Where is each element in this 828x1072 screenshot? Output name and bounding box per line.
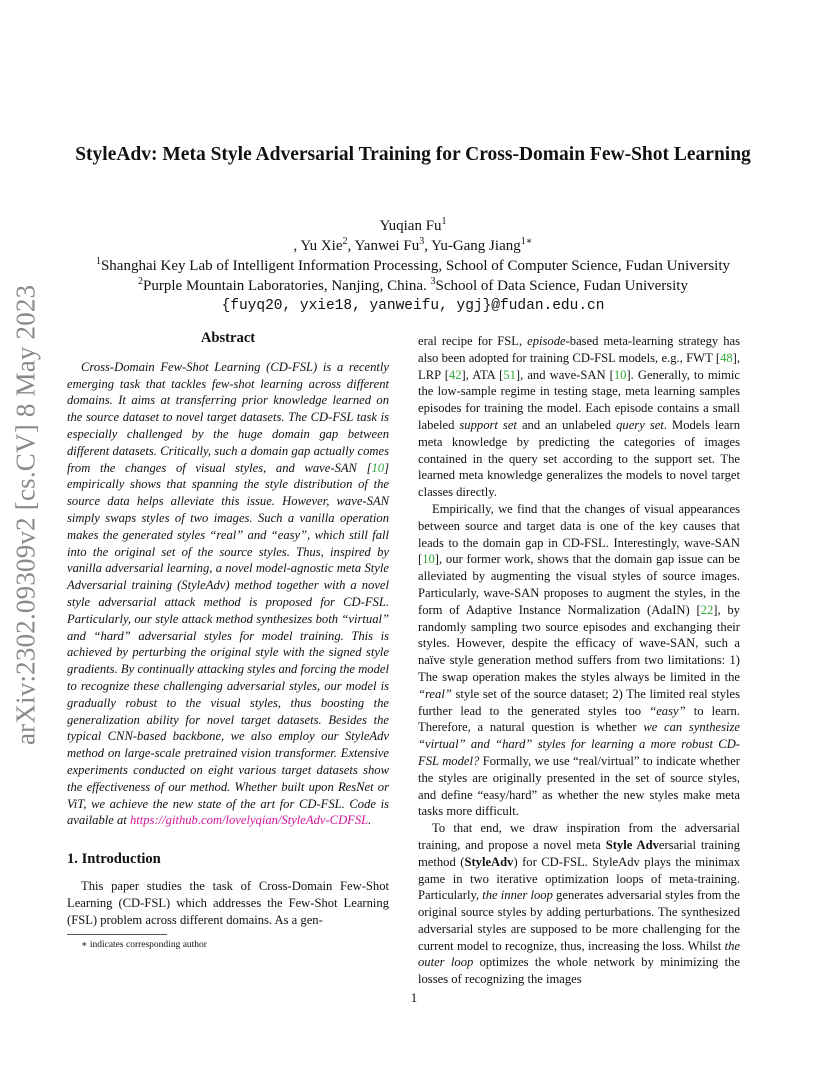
author-block: Yuqian Fu$^1$ , Yu Xie$^2$, Yanwei Fu$^3$, Yu-Gang Jiang$^{1∗}$ $^1$Shanghai Key Lab of Intelligent Information Processing, School of Computer Science, Fudan University $^2$Purple Mountain Laboratories, Nanjing, China. $^3$School of Data Science, Fudan University {fuyq20, yxie18, yanweifu, ygj}@fudan.edu.cn	[40, 216, 786, 316]
intro-paragraph: Empirically, we find that the changes of visual appearances between source and target data is one of the key causes that leads to the domain gap in CD-FSL. Interestingly, wave-SAN [10], our former work, shows that the domain gap issue can be alleviated by augmenting the visual styles of source images. Particularly, wave-SAN proposes to augment the styles, in the form of Adaptive Instance Normalization (AdaIN) [22], by randomly sampling two source episodes and exchanging their styles. However, despite the efficacy of wave-SAN, such a naïve style generation method suffers from two limitations: 1) The swap operation makes the styles always be limited in the “real” style set of the source dataset; 2) The limited real styles further lead to the generated styles too “easy” to learn. Therefore, a natural question is whether we can synthesize “virtual” and “hard” styles for learning a more robust CD-FSL model? Formally, we use “real/virtual” to indicate whether the styles are originally presented in the set of source styles, and define “easy/hard” as whether the new styles make meta tasks more difficult.	[418, 501, 740, 819]
affiliation-text: Purple Mountain Laboratories, Nanjing, China.	[143, 278, 427, 294]
affiliation-2-3	[40, 276, 786, 296]
author-emails: {fuyq20, yxie18, yanweifu, ygj}@fudan.edu.cn	[221, 298, 605, 314]
affiliation-mark: 3	[419, 236, 425, 247]
footnote-rule	[67, 934, 167, 935]
citation-link[interactable]: 10	[422, 552, 435, 567]
citation-link[interactable]: 10	[613, 367, 627, 382]
affiliation-mark: 1	[95, 256, 101, 267]
intro-paragraph: This paper studies the task of Cross-Domain Few-Shot Learning (CD-FSL) which addresses the Few-Shot Learning (FSL) problem across different domains. As a gen-	[67, 878, 389, 927]
citation-link[interactable]: 48	[720, 350, 733, 365]
abstract-text: .	[368, 813, 372, 828]
right-column	[418, 333, 740, 988]
affiliation-mark: 2	[342, 236, 348, 247]
footnote: ∗ indicates corresponding author	[81, 940, 207, 951]
citation-link[interactable]: 10	[371, 460, 385, 475]
code-link[interactable]: https://github.com/lovelyqian/StyleAdv-CDFSL	[129, 813, 369, 828]
affiliation-mark: 3	[430, 276, 436, 287]
affiliation-1	[40, 256, 786, 276]
arxiv-identifier: arXiv:2302.09309v2 [cs.CV] 8 May 2023	[10, 284, 41, 746]
paper-title: StyleAdv: Meta Style Adversarial Training for Cross-Domain Few-Shot Learning	[75, 144, 751, 165]
introduction-heading: 1. Introduction	[67, 851, 161, 868]
author-name: Yanwei Fu	[354, 238, 420, 254]
abstract-text: ] empirically shows that spanning the style distribution of the source data helps alleviate this issue. However, wave-SAN simply swaps styles of two images. Such a vanilla operation makes the generated styles “real” and “easy”, which still fall into the original set of the source styles. Thus, inspired by vanilla adversarial learning, a novel model-agnostic meta Style Adversarial training (StyleAdv) method together with a novel style adversarial attack method is proposed for CD-FSL. Particularly, our style attack method synthesizes both “virtual” and “hard” adversarial styles for model training. This is achieved by perturbing the original style with the signed style gradients. By continually attacking styles and forcing the model to recognize these challenging adversarial styles, our model is gradually robust to the visual styles, thus boosting the generalization ability for novel target datasets. Besides the typical CNN-based backbone, we also employ our StyleAdv method on large-scale pretrained vision transformer. Extensive experiments conducted on eight various target datasets show the effectiveness of our method. Whether built upon ResNet or ViT, we achieve the new state of the art for CD-FSL. Code is available at	[67, 460, 389, 828]
affiliation-mark: 1∗	[520, 236, 533, 247]
affiliation-mark: 2	[138, 276, 144, 287]
abstract-heading: Abstract	[200, 330, 256, 346]
citation-link[interactable]: 51	[503, 367, 516, 382]
left-column	[67, 330, 389, 951]
intro-paragraph: eral recipe for FSL, episode-based meta-learning strategy has also been adopted for training CD-FSL models, e.g., FWT [48], LRP [42], ATA [51], and wave-SAN [10]. Generally, to mimic the low-sample regime in testing stage, meta learning samples episodes for training the model. Each episode contains a small labeled support set and an unlabeled query set. Models learn meta knowledge by predicting the categories of images contained in the query set according to the support set. The learned meta knowledge generalizes the models to novel target classes directly.	[418, 334, 740, 500]
page-number: 1	[410, 990, 418, 1005]
intro-paragraph: To that end, we draw inspiration from the adversarial training, and propose a novel meta Style Adversarial training method (StyleAdv) for CD-FSL. StyleAdv plays the minimax game in two iterative optimization loops of meta-training. Particularly, the inner loop generates adversarial styles from the original source styles by adding perturbations. The synthesized adversarial styles are supposed to be more challenging for the current model to recognize, thus, increasing the loss. Whilst the outer loop optimizes the whole network by minimizing the losses of recognizing the images	[418, 821, 740, 987]
author-name: Yuqian Fu	[379, 218, 442, 234]
abstract-text: Cross-Domain Few-Shot Learning (CD-FSL) is a recently emerging task that tackles few-shot learning across different domains. It aims at transferring prior knowledge learned on the source dataset to novel target datasets. The CD-FSL task is especially challenged by the huge domain gap between different datasets. Critically, such a domain gap actually comes from the changes of visual styles, and wave-SAN [	[67, 359, 389, 475]
affiliation-mark: 1	[441, 216, 447, 227]
citation-link[interactable]: 42	[448, 367, 462, 382]
citation-link[interactable]: 22	[700, 602, 714, 617]
author-names	[40, 216, 786, 236]
author-name: Yu Xie	[300, 238, 343, 254]
author-name: Yu-Gang Jiang	[431, 238, 521, 254]
abstract-body	[67, 359, 389, 829]
affiliation-text: School of Data Science, Fudan University	[435, 278, 688, 294]
affiliation-text: Shanghai Key Lab of Intelligent Information Processing, School of Computer Science, Fudan University	[100, 258, 731, 274]
